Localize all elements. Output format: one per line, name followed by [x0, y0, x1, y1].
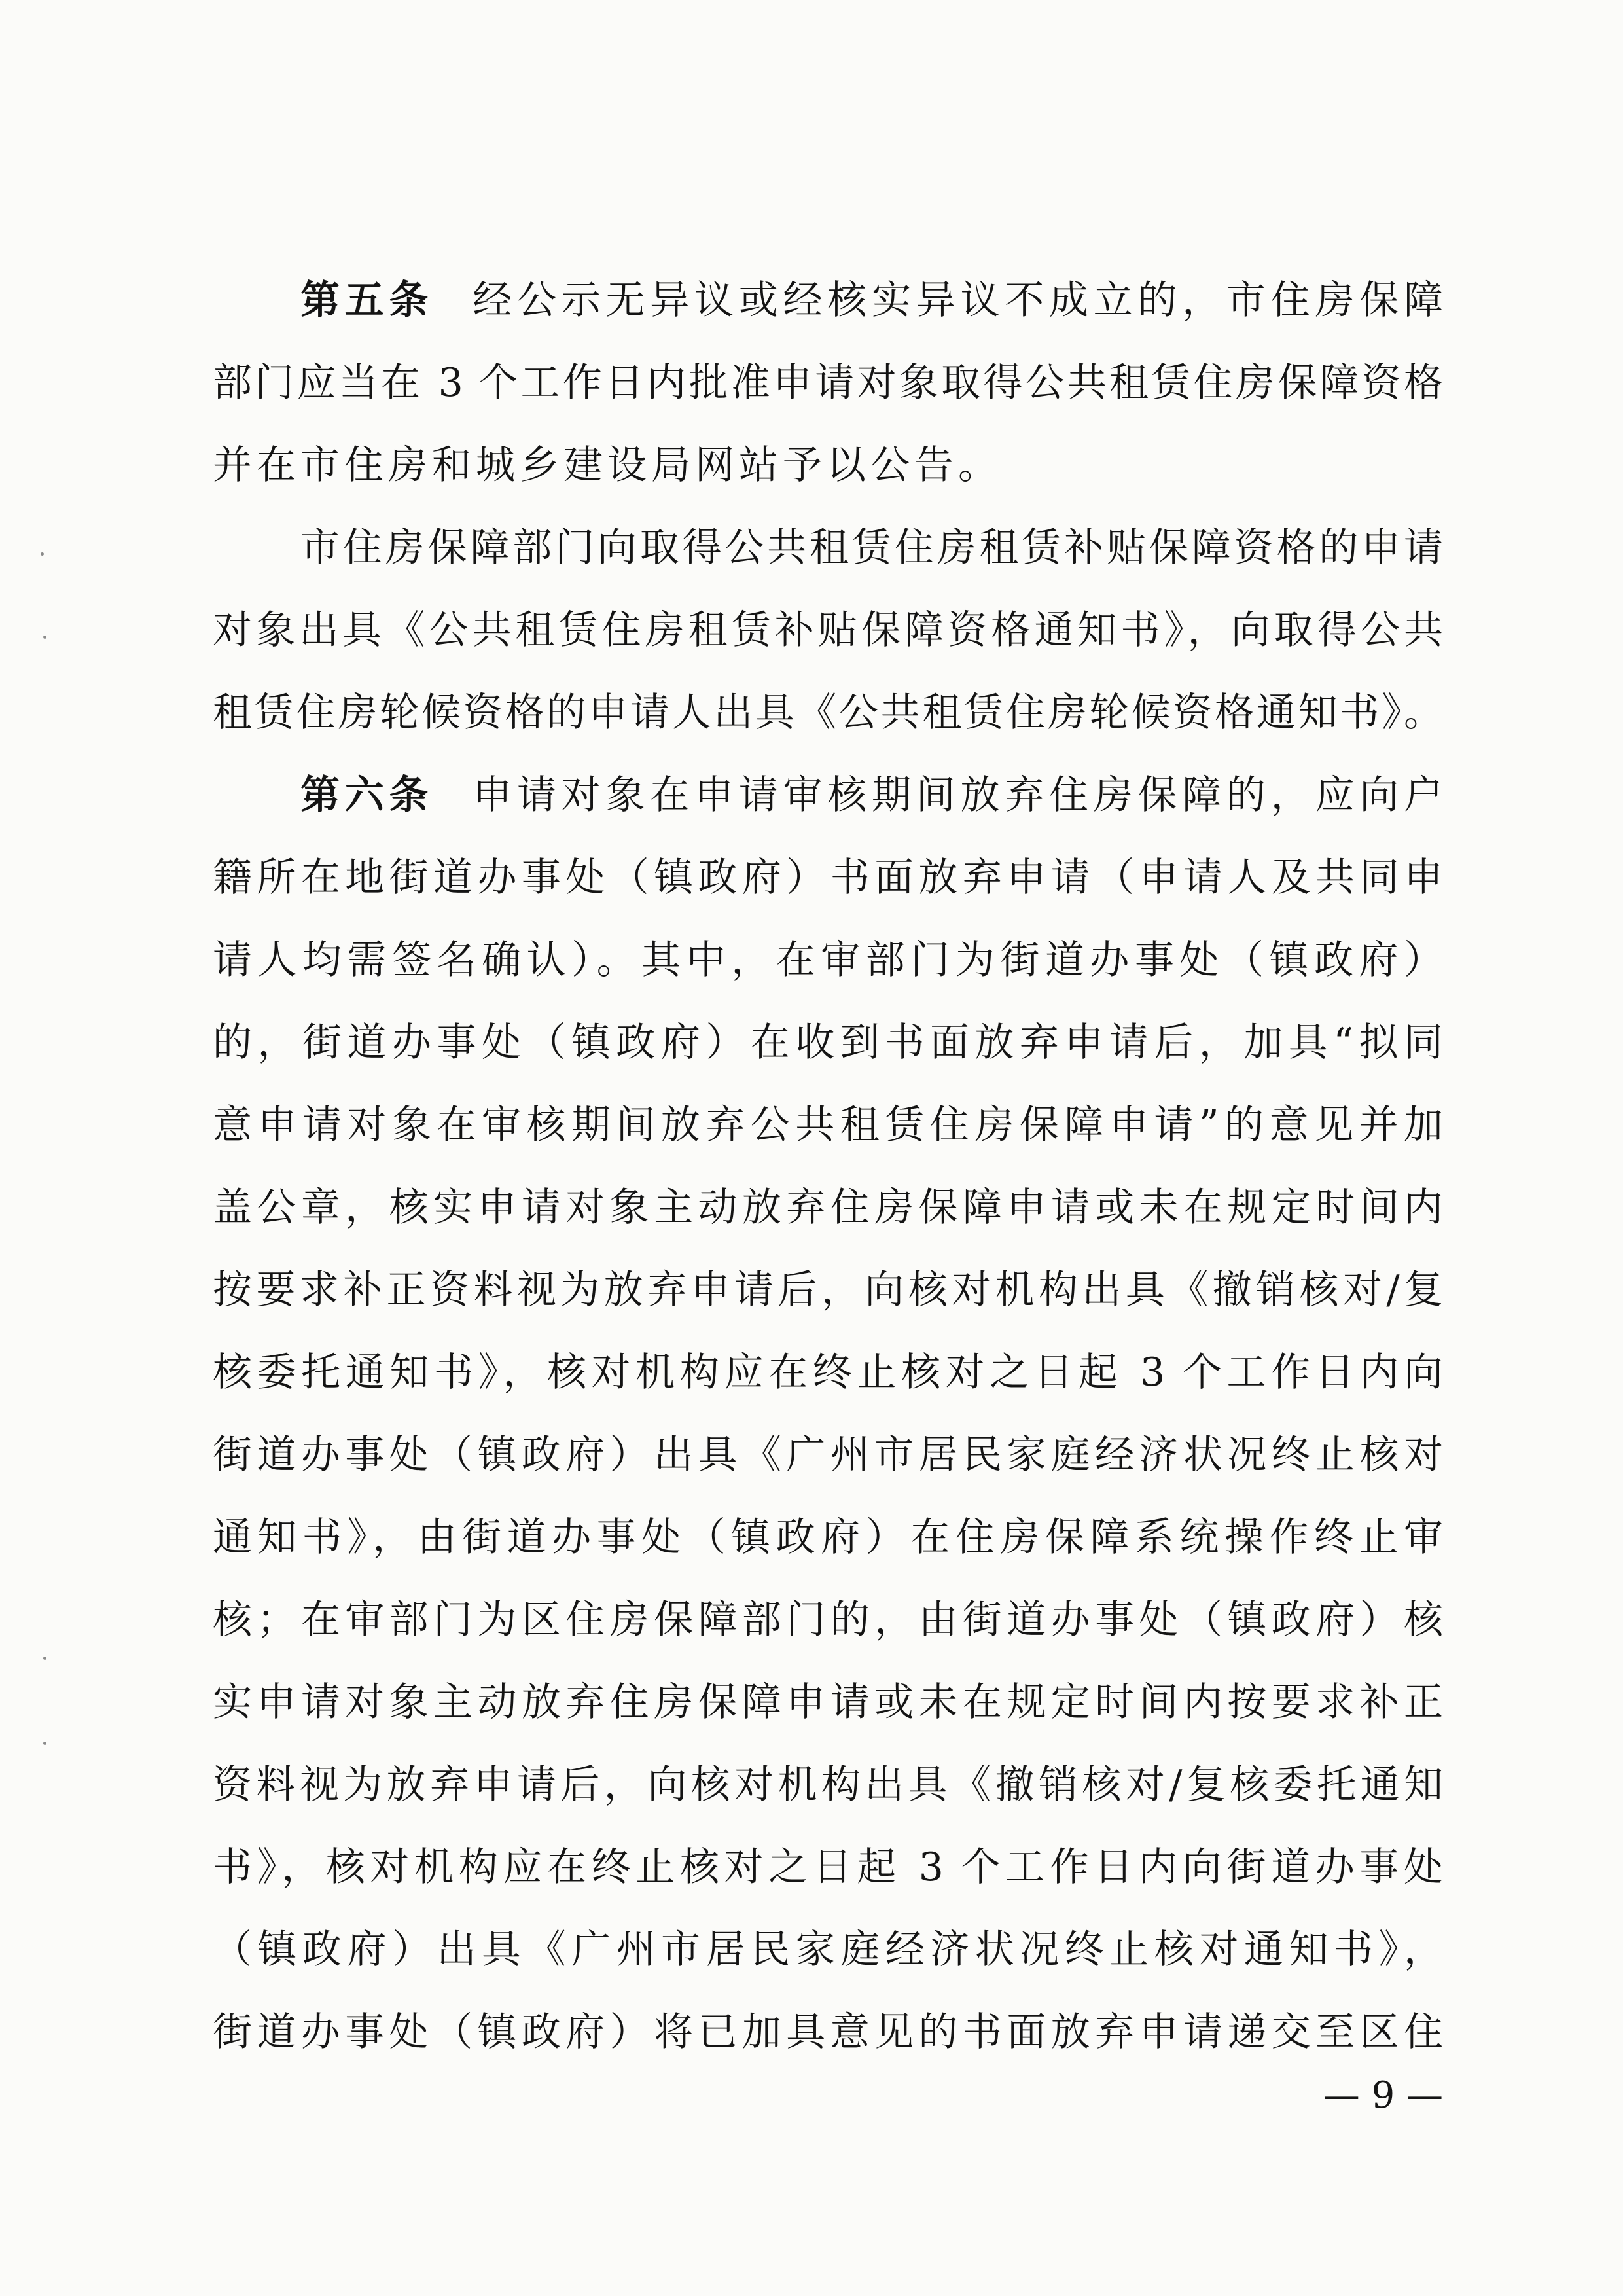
article-heading: 第五条	[300, 278, 434, 323]
paragraph-line: 市住房保障部门向取得公共租赁住房租赁补贴保障资格的申请	[300, 525, 1443, 571]
paragraph-line: 书》，核对机构应在终止核对之日起 3 个工作日内向街道办事处	[213, 1844, 1443, 1890]
paragraph-line: 部门应当在 3 个工作日内批准申请对象取得公共租赁住房保障资格	[213, 360, 1443, 406]
article-6-line-1	[213, 754, 1443, 836]
paragraph-line: 核委托通知书》，核对机构应在终止核对之日起 3 个工作日内向	[213, 1350, 1443, 1395]
scan-mark	[43, 1742, 46, 1745]
paragraph-text: 经公示无异议或经核实异议不成立的，市住房保障	[473, 278, 1443, 323]
paragraph-line: 籍所在地街道办事处（镇政府）书面放弃申请（申请人及共同申	[213, 855, 1443, 901]
paragraph-line: 的，街道办事处（镇政府）在收到书面放弃申请后，加具“拟同	[213, 1020, 1443, 1066]
paragraph-line: 资料视为放弃申请后，向核对机构出具《撤销核对/复核委托通知	[213, 1762, 1443, 1808]
paragraph-line: 对象出具《公共租赁住房租赁补贴保障资格通知书》，向取得公共	[213, 607, 1443, 653]
article-heading: 第六条	[300, 772, 434, 818]
scan-mark	[43, 636, 46, 639]
paragraph-line: 核；在审部门为区住房保障部门的，由街道办事处（镇政府）核	[213, 1597, 1443, 1643]
paragraph-line: 盖公章，核实申请对象主动放弃住房保障申请或未在规定时间内	[213, 1185, 1443, 1230]
article-5-line-1	[213, 259, 1443, 342]
paragraph-line: 通知书》，由街道办事处（镇政府）在住房保障系统操作终止审	[213, 1515, 1443, 1560]
scan-mark	[41, 552, 44, 556]
paragraph-line: 实申请对象主动放弃住房保障申请或未在规定时间内按要求补正	[213, 1679, 1443, 1725]
paragraph-text: 申请对象在申请审核期间放弃住房保障的，应向户	[473, 772, 1443, 818]
paragraph-line: 并在市住房和城乡建设局网站予以公告。	[213, 442, 1002, 488]
paragraph-line: （镇政府）出具《广州市居民家庭经济状况终止核对通知书》，	[213, 1927, 1443, 1973]
scan-mark	[43, 1657, 46, 1660]
paragraph-line: 租赁住房轮候资格的申请人出具《公共租赁住房轮候资格通知书》。	[213, 690, 1443, 736]
paragraph-line: 按要求补正资料视为放弃申请后，向核对机构出具《撤销核对/复	[213, 1267, 1443, 1313]
page-number: — 9 —	[1323, 2074, 1443, 2117]
paragraph-line: 街道办事处（镇政府）将已加具意见的书面放弃申请递交至区住	[213, 2009, 1443, 2055]
paragraph-line: 意申请对象在审核期间放弃公共租赁住房保障申请”的意见并加	[213, 1102, 1443, 1148]
paragraph-line: 街道办事处（镇政府）出具《广州市居民家庭经济状况终止核对	[213, 1432, 1443, 1478]
paragraph-line: 请人均需签名确认）。其中，在审部门为街道办事处（镇政府）	[213, 937, 1443, 983]
